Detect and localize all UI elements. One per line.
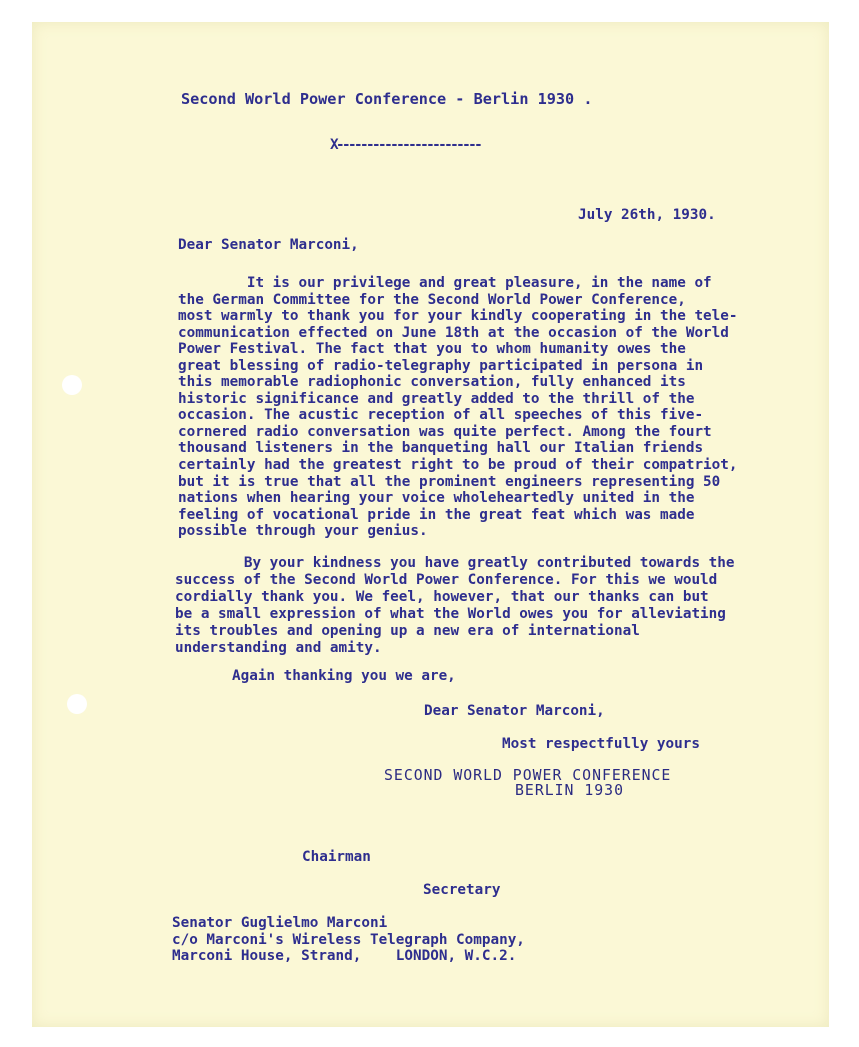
organization-stamp-line-1: SECOND WORLD POWER CONFERENCE	[384, 767, 672, 784]
heading-divider: X------------------------	[330, 137, 481, 153]
closing-salutation: Dear Senator Marconi,	[424, 703, 605, 719]
punch-hole-top	[62, 375, 82, 395]
signature-chairman: Chairman	[302, 849, 371, 865]
body-paragraph-1: It is our privilege and great pleasure, in the name of the German Committee for the Second World Power Conference, most warmly to thank you for your kindly cooperating in the tele- communication effected on June 18th at the occasion of the World Power Festival. The fact that you to whom humanity owes the great blessing of radio-telegraphy participated in persona in this memorable radiophonic conversation, fully enhanced its historic significance and greatly added to the thrill of the occasion. The acustic reception of all speeches of this five- cornered radio conversation was quite perfect. Among the fourt thousand listeners in the banqueting hall our Italian friends certainly had the greatest right to be proud of their compatriot, but it is true that all the prominent engineers representing 50 nations when hearing your voice wholeheartedly united in the feeling of vocational pride in the great feat which was made possible through your genius.	[178, 275, 738, 540]
recipient-address: Senator Guglielmo Marconi c/o Marconi's Wireless Telegraph Company, Marconi House, Strand, LONDON, W.C.2.	[172, 915, 525, 964]
body-paragraph-2: By your kindness you have greatly contributed towards the success of the Second World Power Conference. For this we would cordially thank you. We feel, however, that our thanks can but be a small expression of what the World owes you for alleviating its troubles and opening up a new era of international understanding and amity.	[175, 555, 735, 656]
letter-heading: Second World Power Conference - Berlin 1930 .	[181, 90, 593, 108]
letter-date: July 26th, 1930.	[578, 207, 716, 223]
valediction: Most respectfully yours	[502, 736, 700, 752]
closing-line: Again thanking you we are,	[232, 668, 456, 684]
organization-stamp-line-2: BERLIN 1930	[515, 782, 624, 799]
signature-secretary: Secretary	[423, 882, 501, 898]
salutation: Dear Senator Marconi,	[178, 237, 359, 253]
punch-hole-bottom	[67, 694, 87, 714]
